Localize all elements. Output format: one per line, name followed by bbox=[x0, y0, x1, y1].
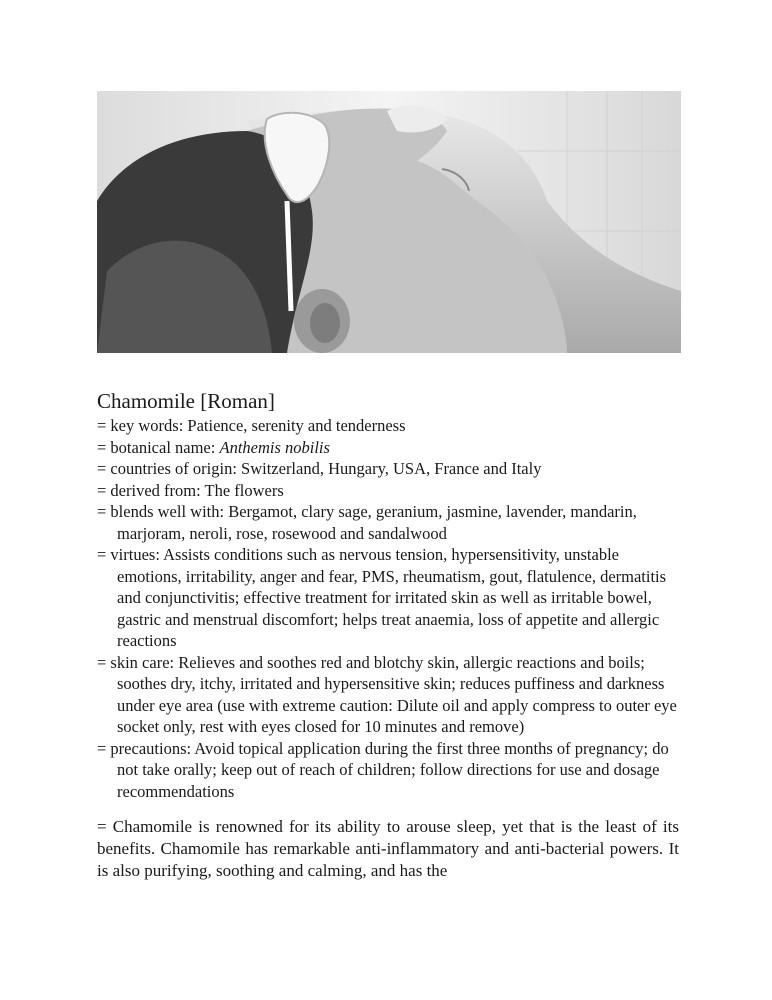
list-item-virtues: = virtues: Assists conditions such as nervous tension, hypersensitivity, unstable emotions, irritability, anger and fear, PMS, rheumatism, gout, flatulence, dermatitis and conjunctivitis; effective treatment for irritated skin as well as irritable bowel, gastric and menstrual discomfort; helps treat anaemia, loss of appetite and allergic reactions bbox=[97, 545, 667, 650]
photo-illustration bbox=[97, 91, 681, 353]
description-paragraph: = Chamomile is renowned for its ability to arouse sleep, yet that is the least of its benefits. Chamomile has remarkable anti-inflammatory and anti-bacterial powers. It is also purifying, soothing and calming, and has the bbox=[97, 817, 679, 880]
oil-title: Chamomile [Roman] bbox=[97, 389, 275, 413]
face-with-eye-pad-image bbox=[97, 91, 681, 353]
list-item-derived-from: = derived from: The flowers bbox=[97, 480, 284, 500]
list-item-skin-care: = skin care: Relieves and soothes red and blotchy skin, allergic reactions and boils; soothes dry, itchy, irritated and hypersensitive skin; reduces puffiness and darkness under eye area (use with extreme caution: Dilute oil and apply compress to outer eye socket only, rest with eyes closed for 10 minutes and remove) bbox=[97, 652, 677, 736]
list-item-blends: = blends well with: Bergamot, clary sage, geranium, jasmine, lavender, mandarin, marjoram, neroli, rose, rosewood and sandalwood bbox=[97, 502, 637, 543]
list-item-countries: = countries of origin: Switzerland, Hungary, USA, France and Italy bbox=[97, 459, 542, 478]
list-item-botanical-name: = botanical name: Anthemis nobilis bbox=[97, 437, 330, 457]
list-item-precautions: = precautions: Avoid topical application during the first three months of pregnancy; do not take orally; keep out of reach of children; follow directions for use and dosage recommendations bbox=[97, 738, 669, 801]
list-item-key-words: = key words: Patience, serenity and tenderness bbox=[97, 416, 406, 435]
article-content bbox=[97, 389, 679, 882]
